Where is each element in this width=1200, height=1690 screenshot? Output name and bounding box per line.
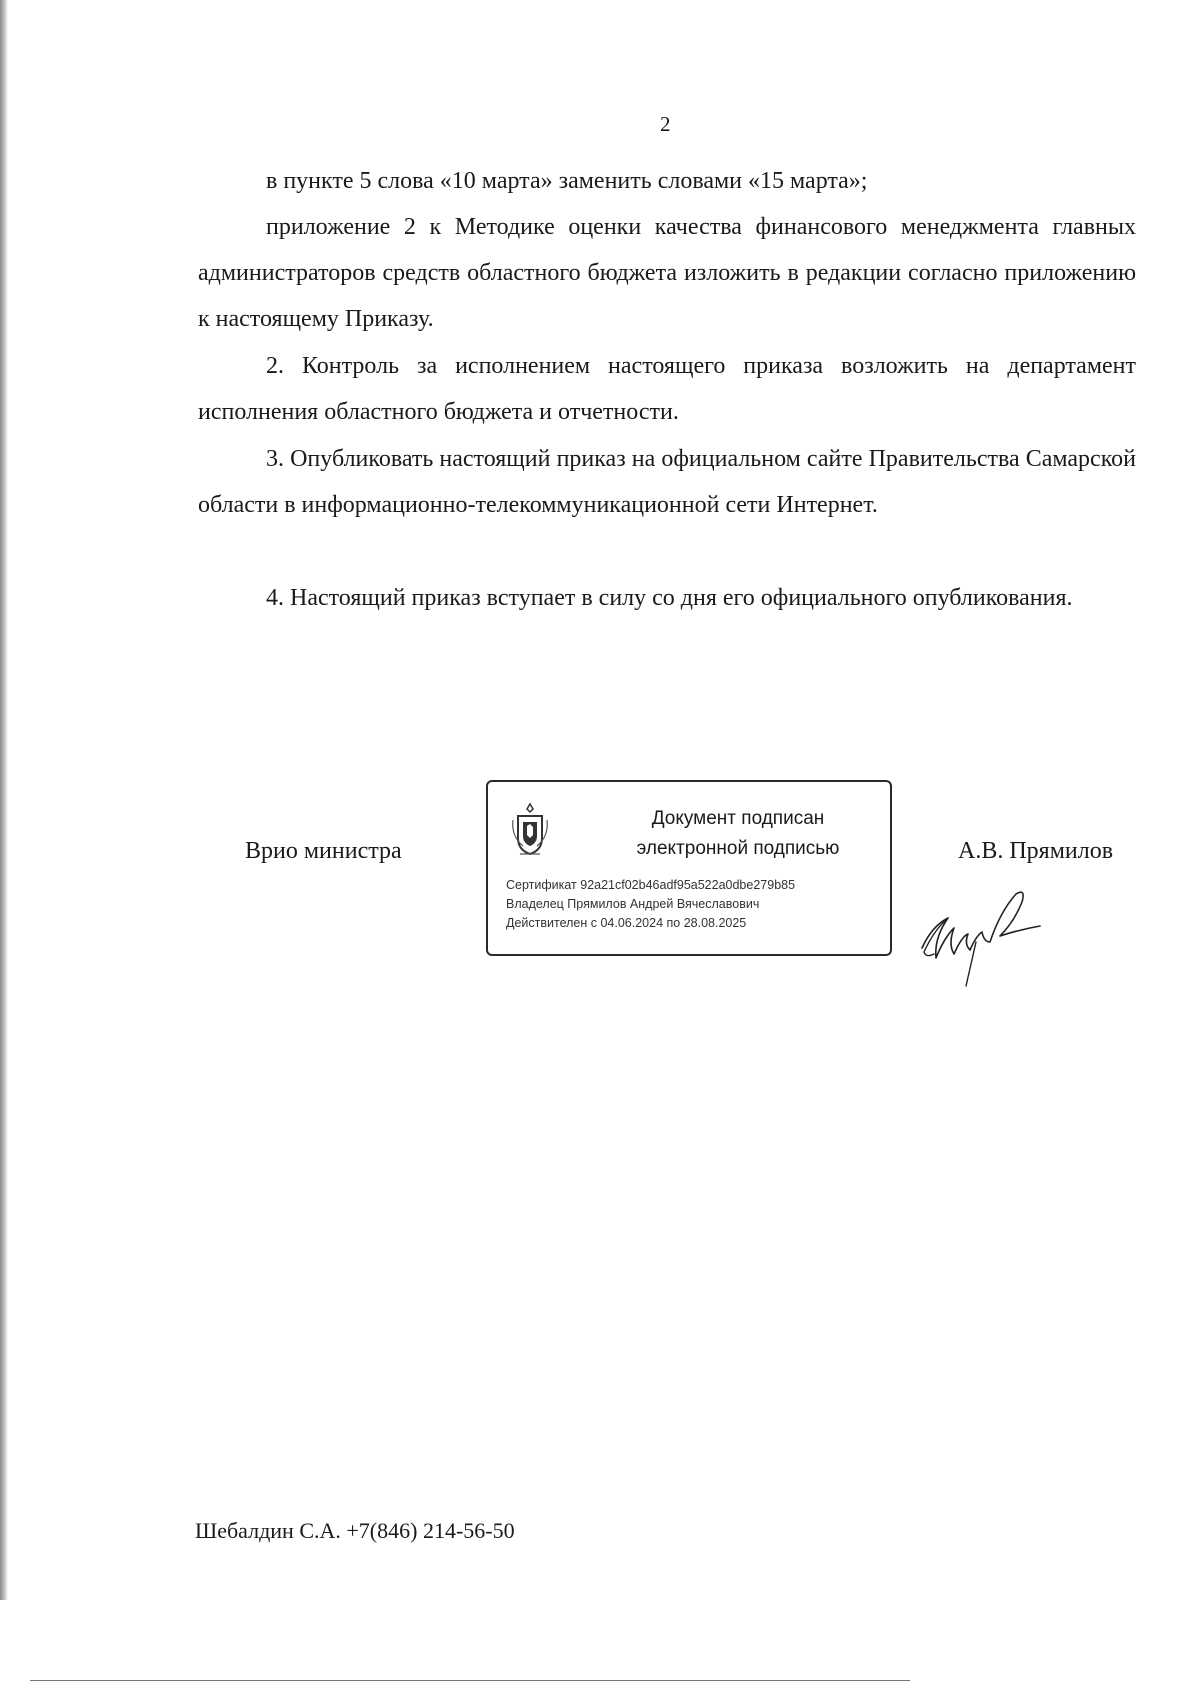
stamp-line-1: Документ подписан — [651, 808, 825, 829]
certificate-owner: Владелец Прямилов Андрей Вячеславович — [506, 897, 760, 911]
bottom-rule — [30, 1680, 910, 1681]
paragraph-5-text: 4. Настоящий приказ вступает в силу со дня его официального опубликования. — [266, 585, 1073, 611]
scan-edge — [0, 0, 8, 1600]
paragraph-4-text: 3. Опубликовать настоящий приказ на официальном сайте Правительства Самарской области в информационно-телекоммуникационной сети Интернет. — [198, 446, 1136, 518]
certificate-validity: Действителен с 04.06.2024 по 28.08.2025 — [506, 916, 747, 930]
paragraph-4 — [198, 436, 1136, 528]
paragraph-2 — [198, 204, 1136, 342]
contact-info: Шебалдин С.А. +7(846) 214-56-50 — [195, 1518, 515, 1543]
stamp-headline — [608, 804, 868, 864]
stamp-line-2: электронной подписью — [636, 838, 840, 859]
paragraph-3 — [198, 343, 1136, 435]
signer-name: А.В. Прямилов — [958, 838, 1114, 864]
paragraph-1-text: в пункте 5 слова «10 марта» заменить словами «15 марта»; — [266, 168, 868, 194]
handwritten-signature — [918, 890, 1068, 990]
page-number: 2 — [660, 112, 671, 136]
paragraph-2-text: приложение 2 к Методике оценки качества финансового менеджмента главных администраторов средств областного бюджета изложить в редакции согласно приложению к настоящему Приказу. — [198, 214, 1136, 332]
paragraph-1 — [198, 158, 1136, 204]
paragraph-3-text: 2. Контроль за исполнением настоящего приказа возложить на департамент исполнения областного бюджета и отчетности. — [198, 353, 1136, 425]
paragraph-5 — [198, 575, 1136, 621]
e-signature-stamp — [486, 780, 892, 956]
certificate-number: Сертификат 92a21cf02b46adf95a522a0dbe279b85 — [506, 878, 796, 892]
signer-title: Врио министра — [245, 838, 402, 864]
certificate-details — [506, 876, 886, 933]
coat-of-arms-icon — [510, 802, 550, 862]
